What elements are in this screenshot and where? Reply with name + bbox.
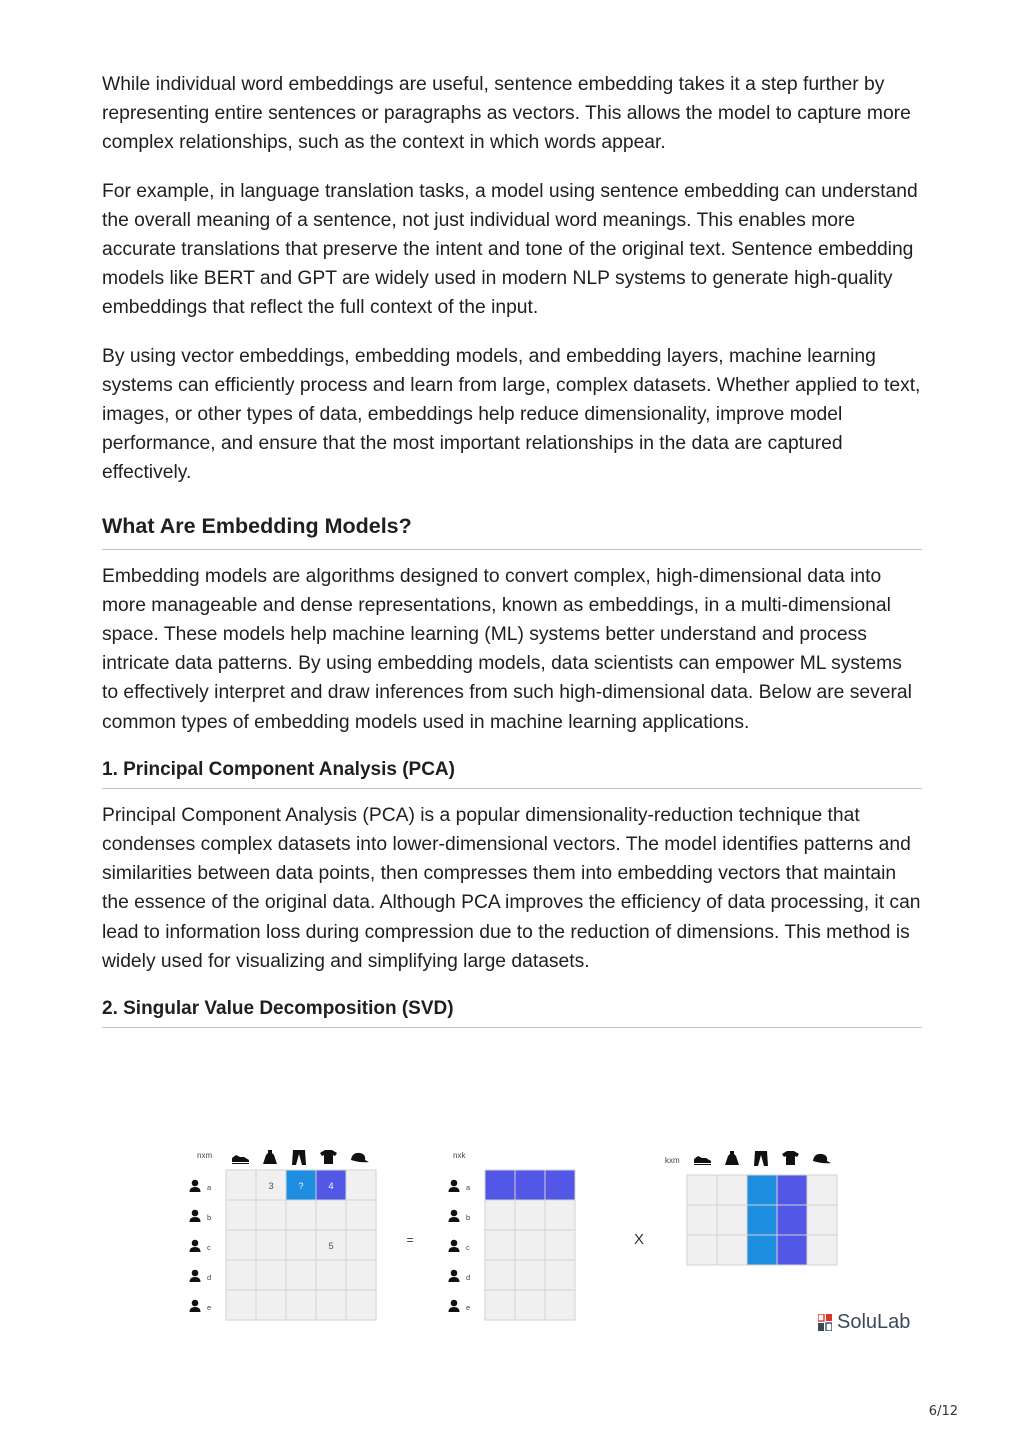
paragraph-sentence-embedding: While individual word embeddings are useful, sentence embedding takes it a step further by representing entire sentences or paragraphs as vectors. This allows the model to capture more complex relationships, such as the context in which words appear. xyxy=(102,74,911,154)
pants-icon xyxy=(292,1150,306,1165)
pca-heading: 1. Principal Component Analysis (PCA) xyxy=(102,756,922,789)
row-b-label xyxy=(449,1210,471,1222)
cell-a-pants: ? xyxy=(298,1181,304,1191)
paragraph-pca: Principal Component Analysis (PCA) is a popular dimensionality-reduction technique that condenses complex datasets into lower-dimensional vectors. The model identifies patterns and similarities between data points, then compresses them into embedding vectors that maintain the essence of the original data. Although PCA improves the efficiency of data processing, it can lead to information loss during compression due to the reduction of dimensions. This method is widely used for visualizing and simplifying large datasets. xyxy=(102,804,921,972)
svg-text:d: d xyxy=(207,1273,212,1282)
svg-text:b: b xyxy=(207,1213,212,1222)
svg-text:b: b xyxy=(466,1213,471,1222)
svg-text:d: d xyxy=(466,1273,471,1282)
matrix3-grid xyxy=(687,1175,837,1265)
svg-text:e: e xyxy=(207,1303,212,1312)
logo-text: SoluLab xyxy=(837,1311,911,1333)
svg-text:a: a xyxy=(466,1183,471,1192)
row-b-label xyxy=(190,1210,212,1222)
svg-text:c: c xyxy=(466,1243,470,1252)
matrix2-label: nxk xyxy=(453,1151,466,1160)
paragraph-vector-embeddings: By using vector embeddings, embedding models, and embedding layers, machine learning systems can efficiently process and learn from large, complex datasets. Whether applied to text, images, or other types of data, embeddings help reduce dimensionality, improve model performance, and ensure that the most important relationships in the data are captured effectively. xyxy=(102,345,921,484)
multiply-sign: X xyxy=(633,1231,645,1248)
section-heading: What Are Embedding Models? xyxy=(102,507,922,550)
sneaker-icon xyxy=(232,1155,249,1164)
row-e-label xyxy=(190,1300,212,1312)
row-d-label xyxy=(190,1270,212,1282)
row-e-label xyxy=(449,1300,471,1312)
svd-heading: 2. Singular Value Decomposition (SVD) xyxy=(102,995,922,1028)
dress-icon xyxy=(725,1151,739,1165)
row-c-label xyxy=(190,1240,212,1252)
cap-icon xyxy=(813,1154,831,1163)
row-c-label xyxy=(449,1240,471,1252)
tshirt-icon xyxy=(782,1151,799,1165)
cell-a-tshirt: 4 xyxy=(328,1181,334,1192)
svg-text:e: e xyxy=(466,1303,471,1312)
svg-text:a: a xyxy=(207,1183,212,1192)
matrix1-grid xyxy=(226,1170,376,1320)
equals-sign: = xyxy=(406,1233,414,1247)
row-a-label xyxy=(190,1180,213,1192)
row-d-label xyxy=(449,1270,471,1282)
solulab-logo-mark-icon xyxy=(818,1314,832,1331)
matrix3-label: kxm xyxy=(665,1156,680,1165)
row-a-label xyxy=(449,1180,472,1192)
page-number: 6/12 xyxy=(928,1404,958,1419)
paragraph-translation-example: For example, in language translation tasks, a model using sentence embedding can understand the overall meaning of a sentence, not just individual word meanings. This enables more accurate translations that preserve the intent and tone of the original text. Sentence embedding models like BERT and GPT are widely used in modern NLP systems to generate high-quality embeddings that reflect the full context of the input. xyxy=(102,180,918,319)
cap-icon xyxy=(351,1153,369,1162)
paragraph-embedding-models-intro: Embedding models are algorithms designed to convert complex, high-dimensional data into more manageable and dense representations, known as embeddings, in a multi-dimensional space. These models help machine learning (ML) systems better understand and process intricate data patterns. By using embedding models, data scientists can empower ML systems to effectively interpret and draw inferences from such high-dimensional data. Below are several common types of embedding models used in machine learning applications. xyxy=(102,565,912,733)
svg-text:c: c xyxy=(207,1243,211,1252)
pants-icon xyxy=(754,1151,768,1166)
article-body xyxy=(102,70,922,1040)
tshirt-icon xyxy=(320,1150,337,1164)
svd-diagram xyxy=(180,1140,920,1350)
sneaker-icon xyxy=(694,1156,711,1165)
matrix2-grid xyxy=(485,1170,575,1320)
cell-c-tshirt: 5 xyxy=(328,1241,334,1252)
dress-icon xyxy=(263,1150,277,1164)
solulab-logo xyxy=(818,1311,910,1334)
matrix1-label: nxm xyxy=(197,1151,213,1160)
cell-a-dress: 3 xyxy=(268,1181,274,1192)
